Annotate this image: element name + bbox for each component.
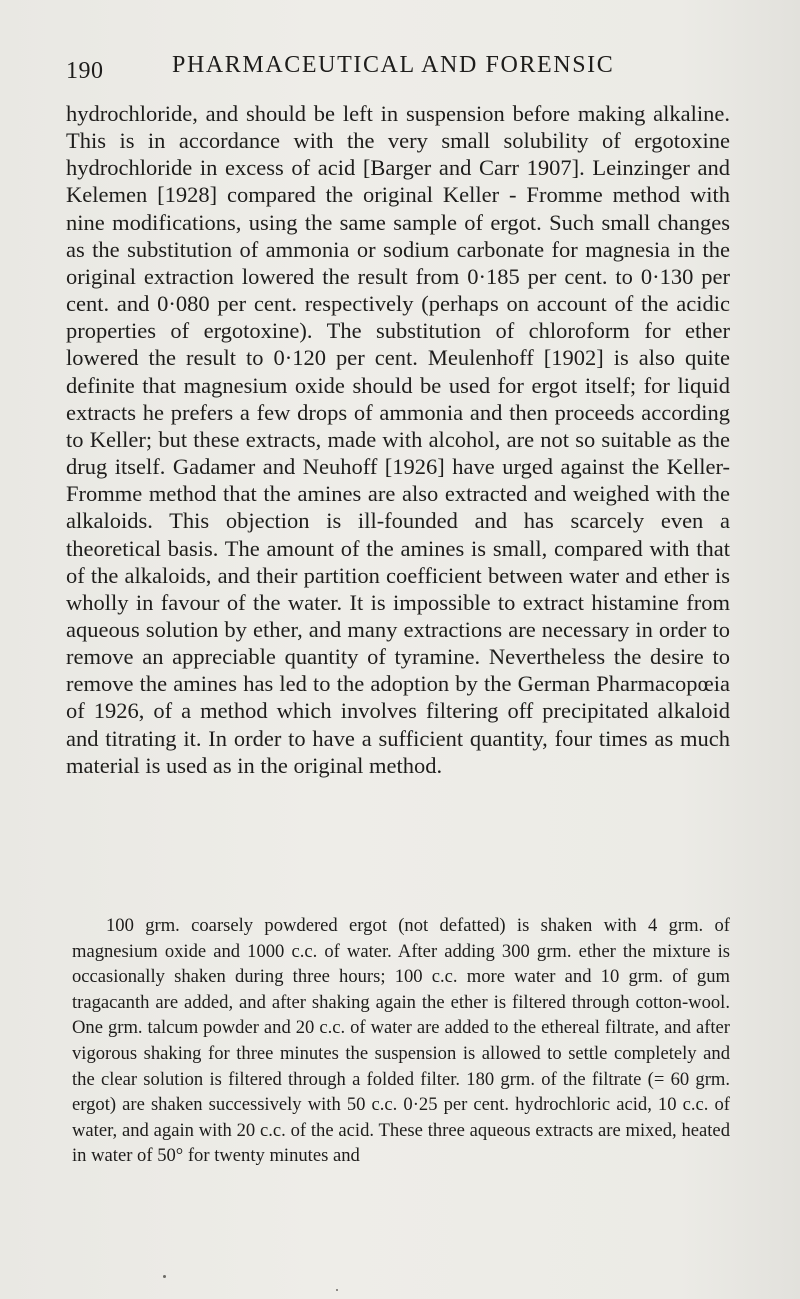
print-speck	[336, 1289, 338, 1291]
print-speck	[163, 1275, 166, 1278]
procedure-paragraph: 100 grm. coarsely powdered ergot (not defatted) is shaken with 4 grm. of magnesium oxide and 1000 c.c. of water. After adding 300 grm. ether the mixture is occasionally shaken during three hours; 100 c.c. more water and 10 grm. of gum tragacanth are added, and after shaking again the ether is filtered through cotton-wool. One grm. talcum powder and 20 c.c. of water are added to the ethereal filtrate, and after vigorous shaking for three minutes the suspension is allowed to settle completely and the clear solution is filtered through a folded filter. 180 grm. of the filtrate (= 60 grm. ergot) are shaken successively with 50 c.c. 0·25 per cent. hydrochloric acid, 10 c.c. of water, and again with 20 c.c. of the acid. These three aqueous extracts are mixed, heated in water of 50° for twenty minutes and	[72, 915, 730, 1167]
page-header	[66, 52, 730, 86]
page-number: 190	[66, 58, 104, 84]
main-paragraph: hydrochloride, and should be left in suspension before making alkaline. This is in accordance with the very small solubility of ergotoxine hydrochloride in excess of acid [Barger and Carr 1907]. Leinzinger and Kelemen [1928] compared the original Keller - Fromme method with nine modifications, using the same sample of ergot. Such small changes as the substitution of ammonia or sodium carbonate for magnesia in the original extraction lowered the result from 0·185 per cent. to 0·130 per cent. and 0·080 per cent. respectively (perhaps on account of the acidic properties of ergotoxine). The substitution of chloroform for ether lowered the result to 0·120 per cent. Meulenhoff [1902] is also quite definite that magnesium oxide should be used for ergot itself; for liquid extracts he prefers a few drops of ammonia and then proceeds according to Keller; but these extracts, made with alcohol, are not so suitable as the drug itself. Gadamer and Neuhoff [1926] have urged against the Keller-Fromme method that the amines are also extracted and weighed with the alkaloids. This objection is ill-founded and has scarcely even a theoretical basis. The amount of the amines is small, compared with that of the alkaloids, and their partition coefficient between water and ether is wholly in favour of the water. It is impossible to extract histamine from aqueous solution by ether, and many extractions are necessary in order to remove an appreciable quantity of tyramine. Nevertheless the desire to remove the amines has led to the adoption by the German Pharmacopœia of 1926, of a method which involves filtering off precipitated alkaloid and titrating it. In order to have a sufficient quantity, four times as much material is used as in the original method.	[66, 101, 730, 778]
running-title: PHARMACEUTICAL AND FORENSIC	[172, 52, 615, 78]
